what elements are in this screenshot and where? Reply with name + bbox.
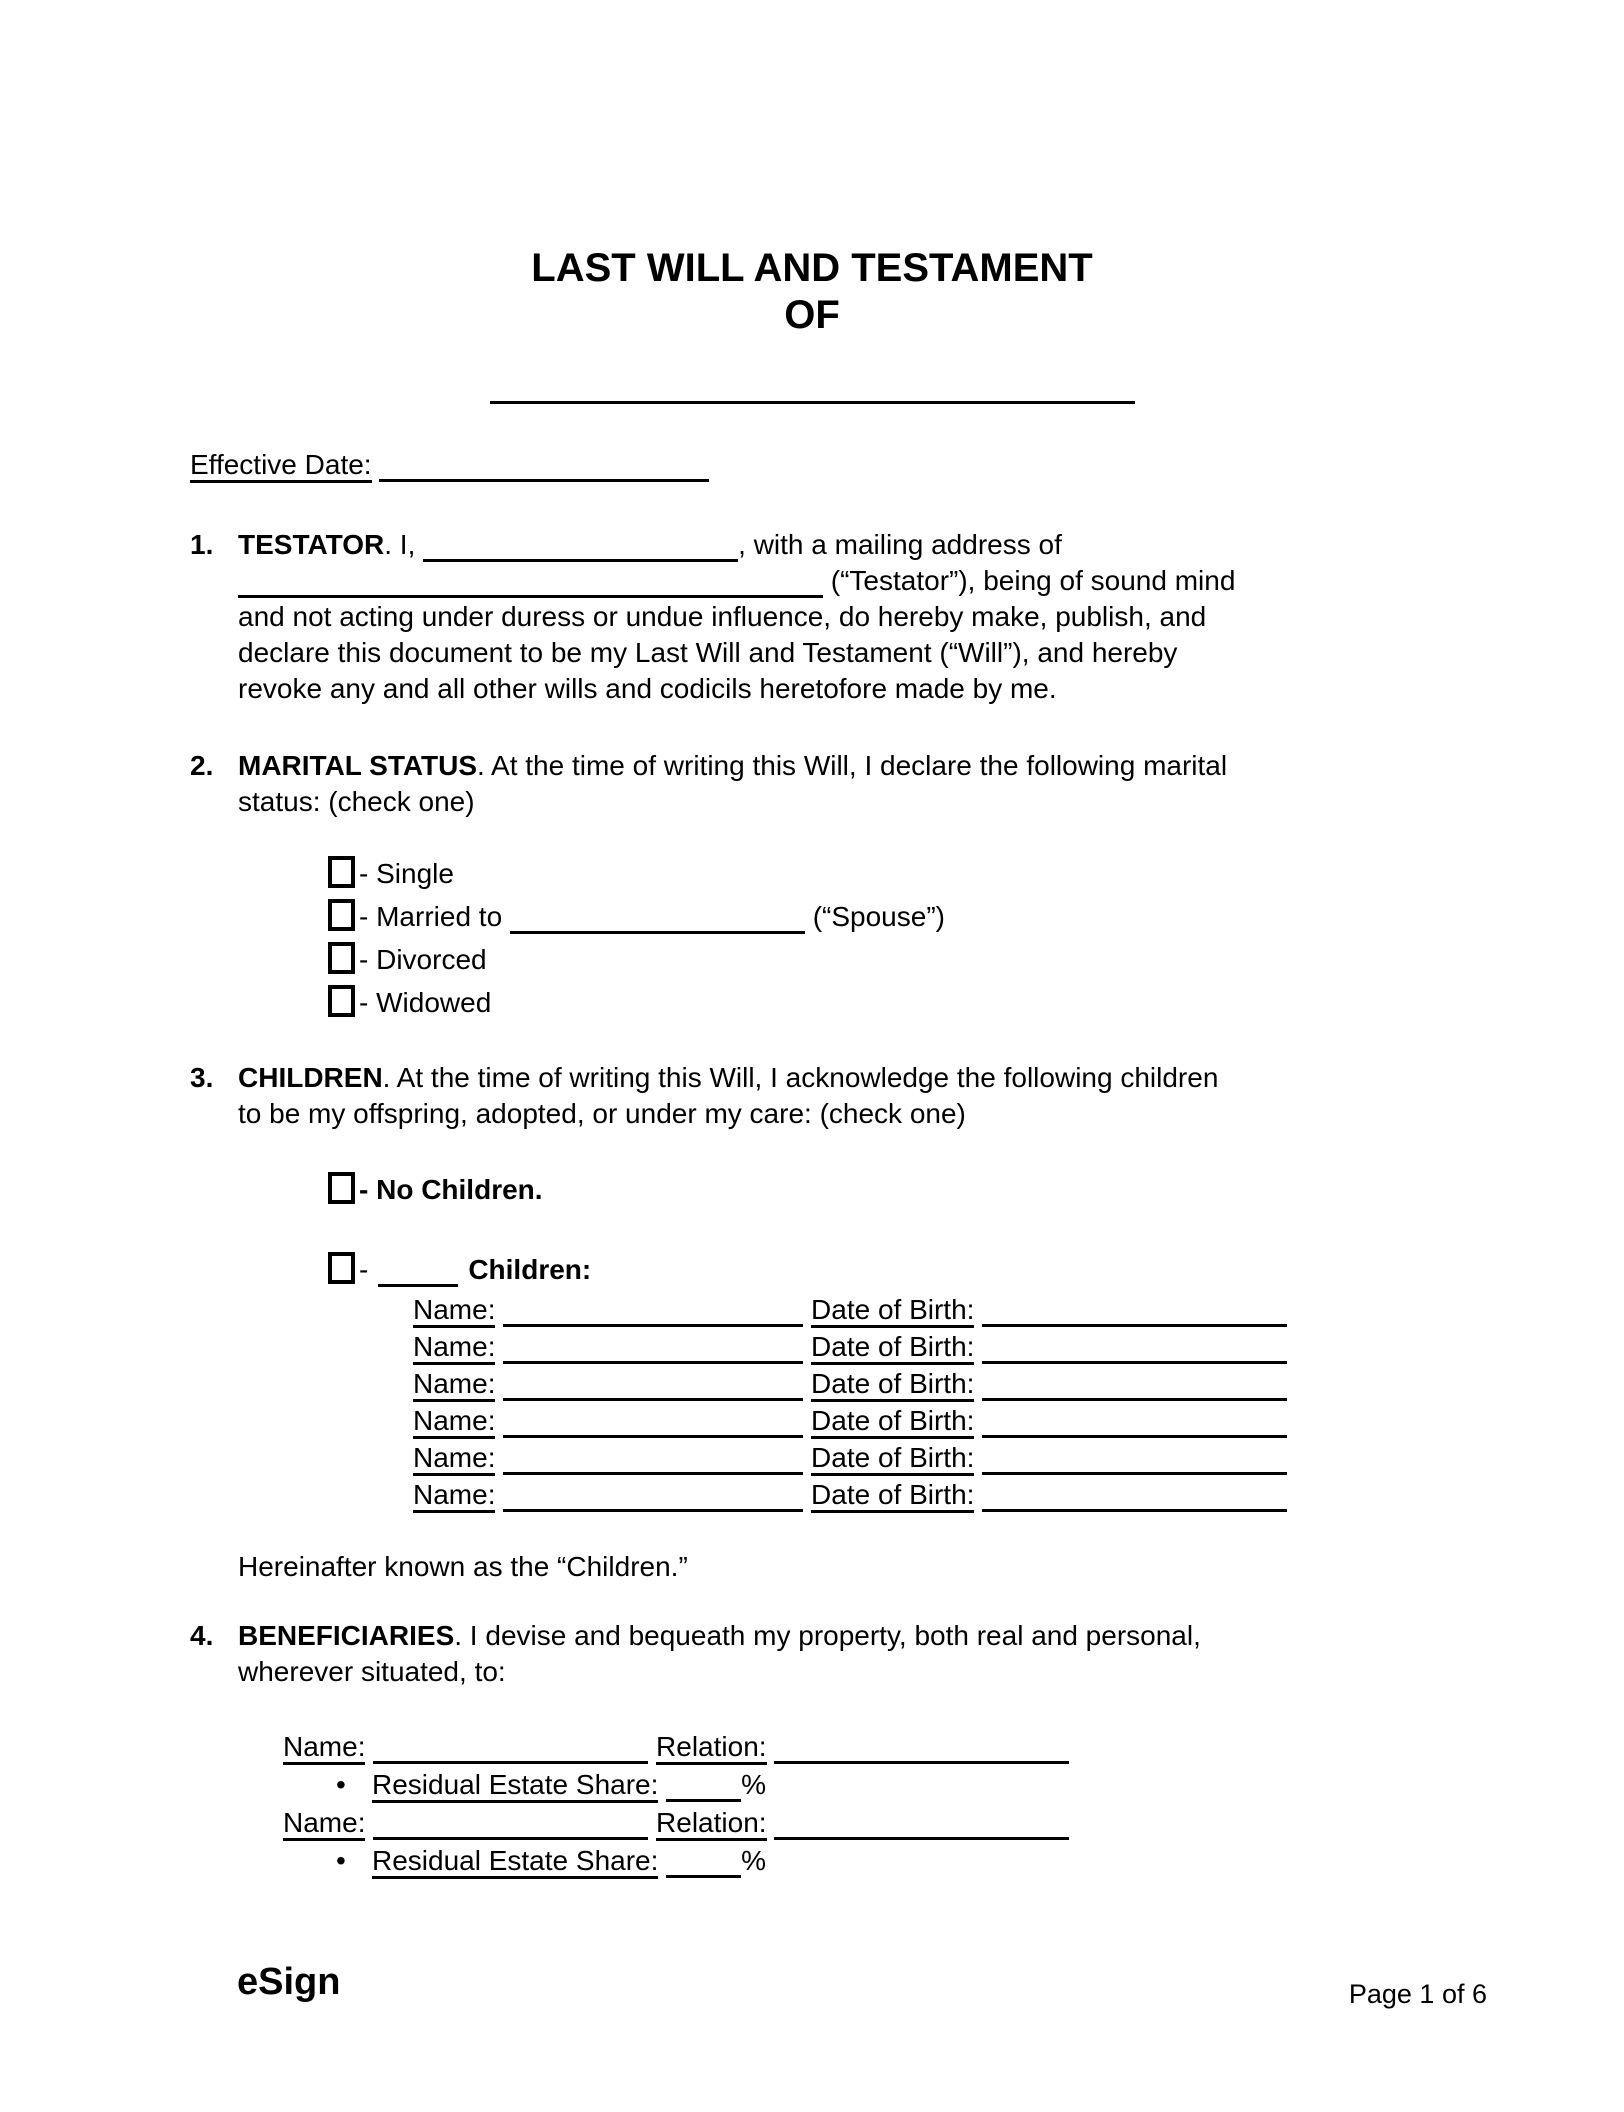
option-no-children	[328, 1168, 1434, 1211]
married-label: - Married to	[359, 901, 510, 932]
child-dob-label: Date of Birth:	[811, 1331, 974, 1365]
beneficiaries-text-1: . I devise and bequeath my property, both real and personal,	[454, 1620, 1201, 1651]
divorced-label: - Divorced	[359, 944, 487, 975]
child-name-label: Name:	[413, 1405, 495, 1439]
beneficiary-row-1	[283, 1728, 1434, 1766]
section-beneficiaries-number: 4.	[190, 1620, 214, 1651]
child-name-label: Name:	[413, 1294, 495, 1328]
beneficiaries-heading: BENEFICIARIES	[238, 1620, 455, 1651]
children-hereinafter-note: Hereinafter known as the “Children.”	[238, 1551, 688, 1582]
section-marital-number: 2.	[190, 750, 214, 781]
children-line-1	[238, 1060, 1434, 1096]
testator-line-4: declare this document to be my Last Will and Testament (“Will”), and hereby	[238, 637, 1178, 668]
title-line1: LAST WILL AND TESTAMENT	[531, 246, 1093, 290]
child-row-1	[413, 1291, 1434, 1328]
child-dob-label: Date of Birth:	[811, 1442, 974, 1476]
testator-title-name-blank[interactable]	[490, 401, 1135, 404]
child-name-label: Name:	[413, 1479, 495, 1513]
bullet-icon	[336, 1842, 372, 1880]
beneficiaries-list	[283, 1728, 1434, 1880]
beneficiary-name-blank[interactable]	[373, 1761, 648, 1764]
marital-option-widowed	[328, 981, 1434, 1024]
marital-options	[328, 852, 1434, 1024]
child-dob-label: Date of Birth:	[811, 1479, 974, 1513]
child-name-blank[interactable]	[503, 1324, 803, 1327]
child-name-blank[interactable]	[503, 1472, 803, 1475]
marital-line-1	[238, 748, 1434, 784]
beneficiary-relation-blank[interactable]	[774, 1837, 1069, 1840]
no-children-label: - No Children.	[359, 1174, 543, 1205]
spouse-suffix: (“Spouse”)	[804, 901, 945, 932]
child-name-blank[interactable]	[503, 1361, 803, 1364]
child-dob-blank[interactable]	[982, 1324, 1287, 1327]
testator-text-1b: , with a mailing address of	[738, 529, 1062, 560]
child-row-6	[413, 1476, 1434, 1513]
child-dob-blank[interactable]	[982, 1361, 1287, 1364]
child-name-label: Name:	[413, 1331, 495, 1365]
child-row-4	[413, 1402, 1434, 1439]
effective-date-label: Effective Date:	[190, 449, 372, 483]
children-count-blank[interactable]	[378, 1284, 458, 1287]
document-title	[190, 245, 1434, 339]
effective-date-row	[190, 447, 1434, 483]
residual-share-blank[interactable]	[666, 1875, 741, 1878]
widowed-label: - Widowed	[359, 987, 492, 1018]
testator-line-2	[238, 563, 1434, 599]
beneficiaries-line-2: wherever situated, to:	[238, 1656, 506, 1687]
section-beneficiaries	[190, 1618, 1434, 1880]
section-marital-status	[190, 748, 1434, 1024]
checkbox-married[interactable]	[328, 899, 355, 931]
beneficiary-relation-blank[interactable]	[774, 1761, 1069, 1764]
child-row-3	[413, 1365, 1434, 1402]
testator-line-5: revoke any and all other wills and codicils heretofore made by me.	[238, 673, 1057, 704]
testator-title-name-row	[190, 369, 1434, 405]
children-text-1: . At the time of writing this Will, I acknowledge the following children	[382, 1062, 1219, 1093]
beneficiary-relation-label: Relation:	[656, 1807, 767, 1841]
child-name-blank[interactable]	[503, 1435, 803, 1438]
effective-date-blank[interactable]	[379, 479, 709, 482]
child-dob-blank[interactable]	[982, 1509, 1287, 1512]
title-line2: OF	[784, 293, 840, 337]
beneficiary-name-blank[interactable]	[373, 1837, 648, 1840]
child-name-label: Name:	[413, 1442, 495, 1476]
page-number: Page 1 of 6	[1348, 1979, 1487, 2009]
checkbox-no-children[interactable]	[328, 1172, 355, 1204]
beneficiary-name-label: Name:	[283, 1807, 365, 1841]
percent-sign: %	[741, 1845, 767, 1876]
checkbox-has-children[interactable]	[328, 1252, 355, 1284]
marital-option-married	[328, 895, 1434, 938]
testator-name-blank[interactable]	[423, 559, 738, 562]
single-label: - Single	[359, 858, 454, 889]
child-row-2	[413, 1328, 1434, 1365]
residual-share-label: Residual Estate Share:	[372, 1769, 658, 1803]
spouse-name-blank[interactable]	[510, 931, 805, 934]
marital-text-1: . At the time of writing this Will, I declare the following marital	[477, 750, 1228, 781]
section-testator	[190, 527, 1434, 707]
beneficiaries-line-1	[238, 1618, 1434, 1654]
testator-text-2: (“Testator”), being of sound mind	[823, 565, 1236, 596]
testator-heading: TESTATOR	[238, 529, 385, 560]
testator-line-1	[238, 527, 1434, 563]
beneficiary-share-row-2	[336, 1842, 1434, 1880]
section-testator-number: 1.	[190, 529, 214, 560]
children-heading: CHILDREN	[238, 1062, 383, 1093]
children-line-2: to be my offspring, adopted, or under my care: (check one)	[238, 1098, 966, 1129]
beneficiary-name-label: Name:	[283, 1731, 365, 1765]
has-children-label: Children:	[468, 1254, 592, 1285]
marital-heading: MARITAL STATUS	[238, 750, 478, 781]
child-dob-label: Date of Birth:	[811, 1294, 974, 1328]
checkbox-divorced[interactable]	[328, 942, 355, 974]
testator-line-3: and not acting under duress or undue influence, do hereby make, publish, and	[238, 601, 1207, 632]
child-name-blank[interactable]	[503, 1398, 803, 1401]
child-dob-label: Date of Birth:	[811, 1368, 974, 1402]
esign-logo: eSign	[237, 1961, 341, 2003]
mailing-address-blank[interactable]	[238, 595, 823, 598]
child-dob-blank[interactable]	[982, 1472, 1287, 1475]
percent-sign: %	[741, 1769, 767, 1800]
bullet-icon	[336, 1766, 372, 1804]
residual-share-label: Residual Estate Share:	[372, 1845, 658, 1879]
children-list	[413, 1291, 1434, 1513]
child-dob-label: Date of Birth:	[811, 1405, 974, 1439]
child-name-label: Name:	[413, 1368, 495, 1402]
child-name-blank[interactable]	[503, 1509, 803, 1512]
option-has-children	[328, 1248, 1434, 1291]
beneficiary-row-2	[283, 1804, 1434, 1842]
beneficiary-relation-label: Relation:	[656, 1731, 767, 1765]
section-children	[190, 1060, 1434, 1585]
marital-option-single	[328, 852, 1434, 895]
marital-option-divorced	[328, 938, 1434, 981]
testator-text-1a: . I,	[384, 529, 424, 560]
has-children-dash: -	[359, 1254, 369, 1285]
checkbox-widowed[interactable]	[328, 985, 355, 1017]
child-dob-blank[interactable]	[982, 1398, 1287, 1401]
section-children-number: 3.	[190, 1062, 214, 1093]
marital-line-2: status: (check one)	[238, 786, 475, 817]
child-row-5	[413, 1439, 1434, 1476]
checkbox-single[interactable]	[328, 856, 355, 888]
child-dob-blank[interactable]	[982, 1435, 1287, 1438]
residual-share-blank[interactable]	[666, 1799, 741, 1802]
beneficiary-share-row-1	[336, 1766, 1434, 1804]
